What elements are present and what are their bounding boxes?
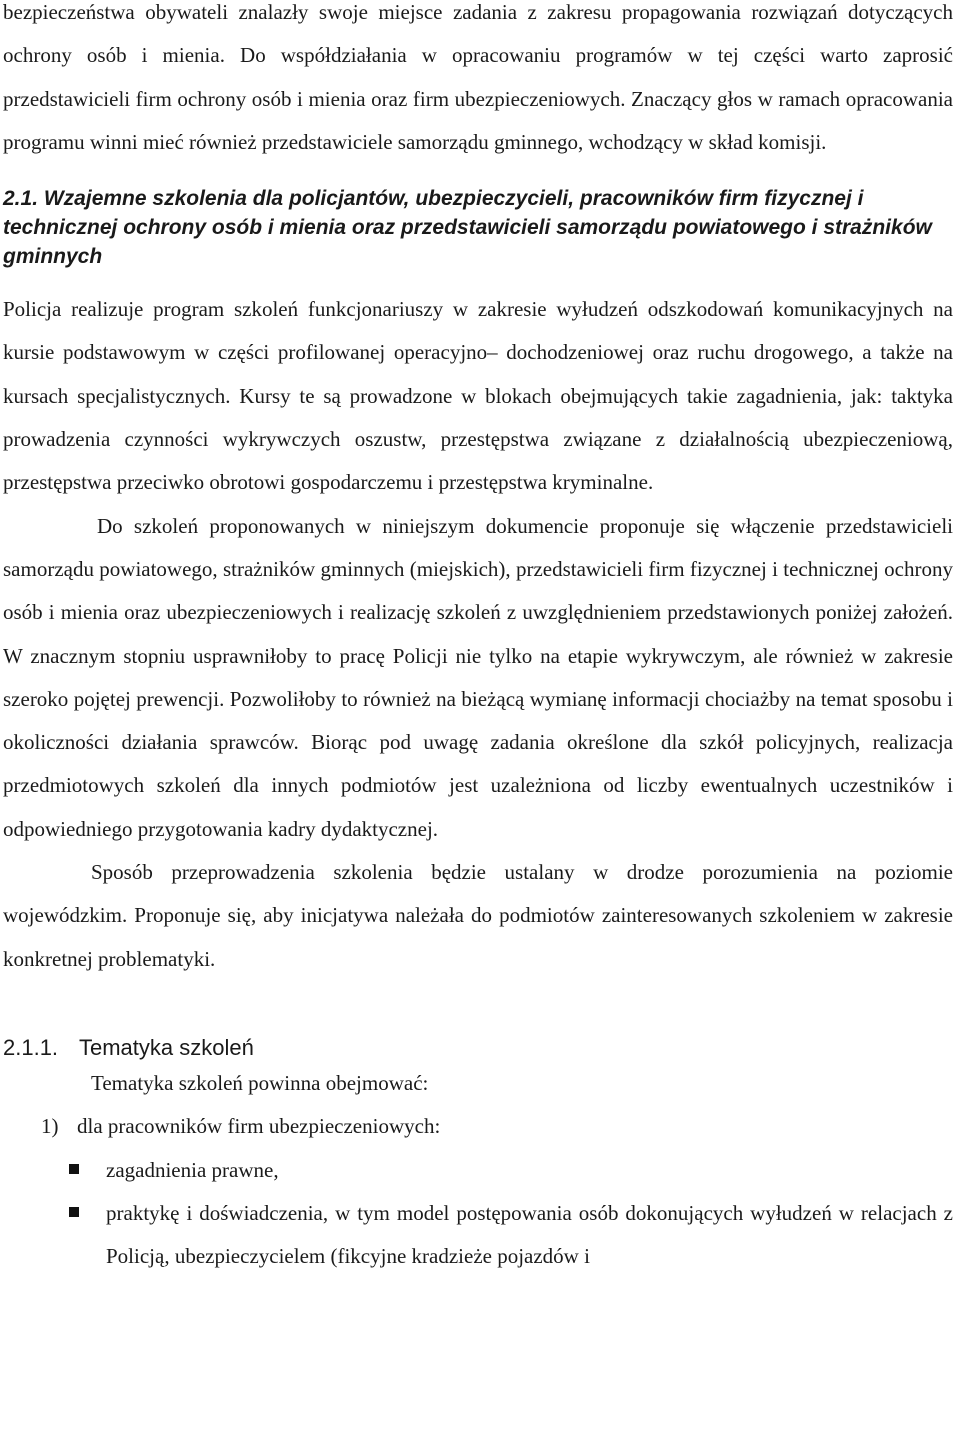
bullet-text: zagadnienia prawne, bbox=[106, 1157, 279, 1182]
paragraph-topics-intro: Tematyka szkoleń powinna obejmować: bbox=[91, 1070, 429, 1095]
subsection-number: 2.1.1. bbox=[3, 1034, 59, 1060]
list-item-text: dla pracowników firm ubezpieczeniowych: bbox=[77, 1114, 441, 1139]
paragraph-training-proposal: Do szkoleń proponowanych w niniejszym dokumencie proponuje się włączenie przedstawicieli samorządu powiatowego, strażników gminnych (miejskich), przedstawicieli firm fizycznej i technicznej ochrony osób i mienia oraz ubezpieczeniowych i realizację szkoleń z uwzględnieniem przedstawionych poniżej założeń. W znacznym stopniu usprawniłoby to pracę Policji nie tylko na etapie wykrywczym, ale również w zakresie szeroko pojętej prewencji. Pozwoliłoby to również na bieżącą wymianę informacji chociażby na temat sposobu i okoliczności działania sprawców. Biorąc pod uwagę zadania określone dla szkół policyjnych, realizacja przedmiotowych szkoleń dla innych podmiotów jest uzależniona od liczby ewentualnych uczestników i odpowiedniego przygotowania kadry dydaktycznej. bbox=[3, 513, 953, 841]
bullet-item-legal bbox=[3, 1149, 953, 1192]
subsection-heading-2-1-1 bbox=[3, 1033, 953, 1063]
document-page bbox=[3, 0, 953, 1278]
subsection-title: Tematyka szkoleń bbox=[79, 1034, 254, 1060]
square-bullet-icon bbox=[69, 1164, 79, 1174]
section-heading-2-1: 2.1. Wzajemne szkolenia dla policjantów, ubezpieczycieli, pracowników firm fizycznej i technicznej ochrony osób i mienia oraz przedstawicieli samorządu powiatowego i strażników gminnych bbox=[3, 187, 932, 269]
square-bullet-icon bbox=[69, 1207, 79, 1217]
list-item-1 bbox=[3, 1105, 953, 1148]
paragraph-police-training: Policja realizuje program szkoleń funkcjonariuszy w zakresie wyłudzeń odszkodowań komunikacyjnych na kursie podstawowym w części profilowanej operacyjno– dochodzeniowej oraz ruchu drogowego, a także na kursach specjalistycznych. Kursy te są prowadzone w blokach obejmujących takie zagadnienia, jak: taktyka prowadzenia czynności wykrywczych oszustw, przestępstwa związane z działalnością ubezpieczeniową, przestępstwa przeciwko obrotowi gospodarczemu i przestępstwa kryminalne. bbox=[3, 297, 953, 495]
list-item-number: 1) bbox=[41, 1114, 59, 1139]
paragraph-intro: bezpieczeństwa obywateli znalazły swoje miejsce zadania z zakresu propagowania rozwiązań dotyczących ochrony osób i mienia. Do współdziałania w opracowaniu programów w tej części warto zaprosić przedstawicieli firm ochrony osób i mienia oraz firm ubezpieczeniowych. Znaczący głos w ramach opracowania programu winni mieć również przedstawiciele samorządu gminnego, wchodzący w skład komisji. bbox=[3, 0, 953, 154]
paragraph-training-method: Sposób przeprowadzenia szkolenia będzie ustalany w drodze porozumienia na poziomie wojewódzkim. Proponuje się, aby inicjatywa należała do podmiotów zainteresowanych szkoleniem w zakresie konkretnej problematyki. bbox=[3, 860, 953, 971]
bullet-item-practice bbox=[3, 1192, 953, 1279]
bullet-text: praktykę i doświadczenia, w tym model postępowania osób dokonujących wyłudzeń w relacjach z Policją, ubezpieczycielem (fikcyjne kradzieże pojazdów i bbox=[106, 1200, 953, 1269]
